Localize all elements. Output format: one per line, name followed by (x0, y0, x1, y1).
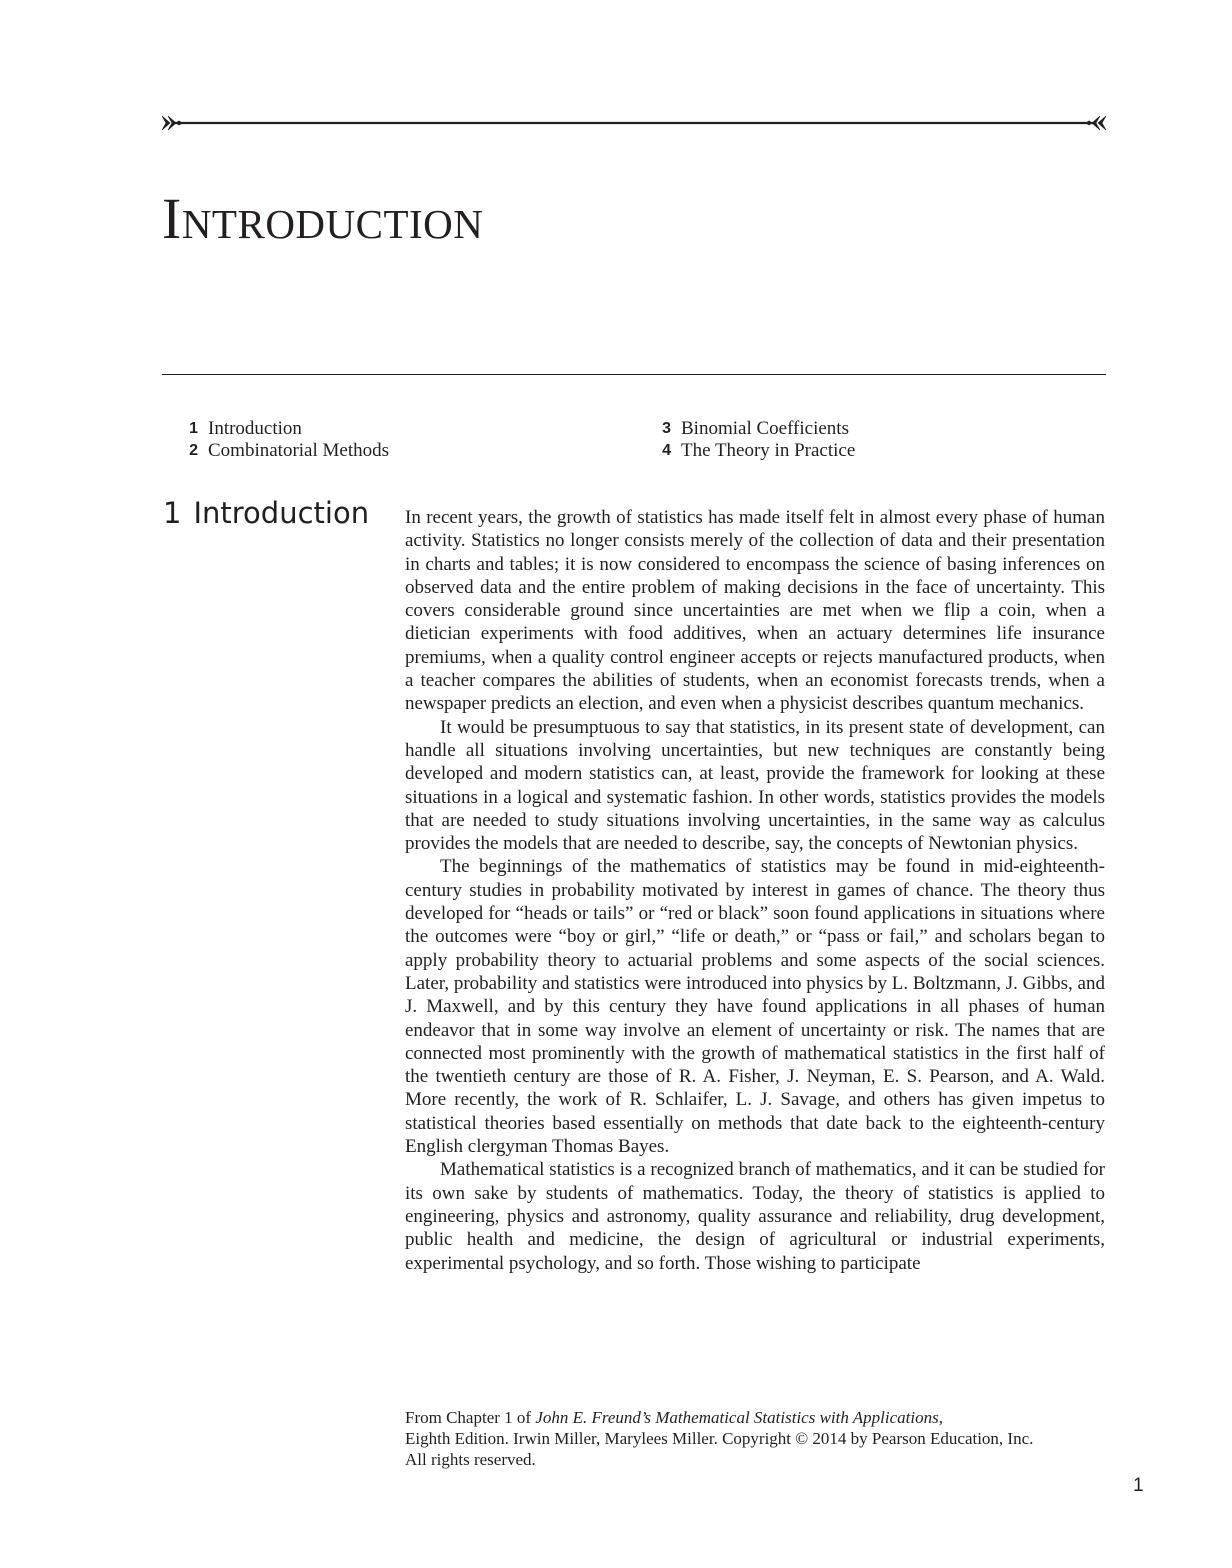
body-paragraph: In recent years, the growth of statistics has made itself felt in almost every phase of human activity. Statistics no longer consists merely of the collection of data and their presentation in charts and tables; it is now considered to encompass the science of basing inferences on observed data and the entire problem of making decisions in the face of uncertainty. This covers considerable ground since uncertainties are met when we flip a coin, when a dietician experiments with food additives, when an actuary determines life insurance premiums, when a quality control engineer accepts or rejects manufactured products, when a teacher compares the abilities of students, when an economist forecasts trends, when a newspaper predicts an election, and even when a physicist describes quantum mechanics. (405, 507, 1105, 715)
toc-item-number: 2 (189, 442, 198, 459)
footnote-line-2: Eighth Edition. Irwin Miller, Marylees Miller. Copyright © 2014 by Pearson Education, Inc. (405, 1429, 1034, 1448)
book-title: John E. Freund’s Mathematical Statistics with Applications (535, 1408, 939, 1427)
page-number: 1 (1133, 1475, 1144, 1496)
chapter-contents-right (645, 418, 855, 462)
toc-item (645, 440, 855, 462)
footnote-suffix: , (938, 1408, 943, 1427)
toc-item (172, 440, 389, 462)
footnote-line-1 (405, 1407, 1125, 1428)
toc-item-label: Introduction (208, 418, 302, 439)
section-heading (163, 496, 369, 530)
toc-item-label: Binomial Coefficients (681, 418, 849, 439)
footnote-line-3: All rights reserved. (405, 1450, 536, 1469)
chapter-title: Introduction (162, 186, 484, 251)
toc-item-number: 3 (662, 420, 671, 437)
chapter-divider (162, 374, 1106, 375)
chapter-contents-left (172, 418, 389, 462)
header-ornament-rule (160, 110, 1108, 136)
section-title: Introduction (193, 496, 370, 530)
toc-item-number: 1 (189, 420, 198, 437)
toc-item (645, 418, 855, 440)
toc-item-label: Combinatorial Methods (208, 440, 390, 461)
section-number: 1 (163, 496, 182, 530)
body-paragraph: The beginnings of the mathematics of statistics may be found in mid-eighteenth-century studies in probability motivated by interest in games of chance. The theory thus developed for “heads or tails” or “red or black” soon found applications in situations where the outcomes were “boy or girl,” “life or death,” or “pass or fail,” and scholars began to apply probability theory to actuarial problems and some aspects of the social sciences. Later, probability and statistics were introduced into physics by L. Boltzmann, J. Gibbs, and J. Maxwell, and by this century they have found applications in all phases of human endeavor that in some way involve an element of uncertainty or risk. The names that are connected most prominently with the growth of mathematical statistics in the first half of the twentieth century are those of R. A. Fisher, J. Neyman, E. S. Pearson, and A. Wald. More recently, the work of R. Schlaifer, L. J. Savage, and others has given impetus to statistical theories based essentially on methods that date back to the eighteenth-century English clergyman Thomas Bayes. (405, 856, 1105, 1158)
section-body (405, 506, 1105, 1275)
body-paragraph: It would be presumptuous to say that statistics, in its present state of development, can handle all situations involving uncertainties, but new techniques are constantly being developed and modern statistics can, at least, provide the framework for looking at these situations in a logical and systematic fashion. In other words, statistics provides the models that are needed to study situations involving uncertainties, in the same way as calculus provides the models that are needed to describe, say, the concepts of Newtonian physics. (405, 716, 1105, 855)
toc-item-number: 4 (662, 442, 671, 459)
source-footnote (405, 1407, 1125, 1470)
body-paragraph: Mathematical statistics is a recognized branch of mathematics, and it can be studied for its own sake by students of mathematics. Today, the theory of statistics is applied to engineering, physics and astronomy, quality assurance and reliability, drug development, public health and medicine, the design of agricultural or industrial experiments, experimental psychology, and so forth. Those wishing to participate (405, 1159, 1105, 1274)
footnote-prefix: From Chapter 1 of (405, 1408, 536, 1427)
toc-item (172, 418, 389, 440)
toc-item-label: The Theory in Practice (681, 440, 856, 461)
